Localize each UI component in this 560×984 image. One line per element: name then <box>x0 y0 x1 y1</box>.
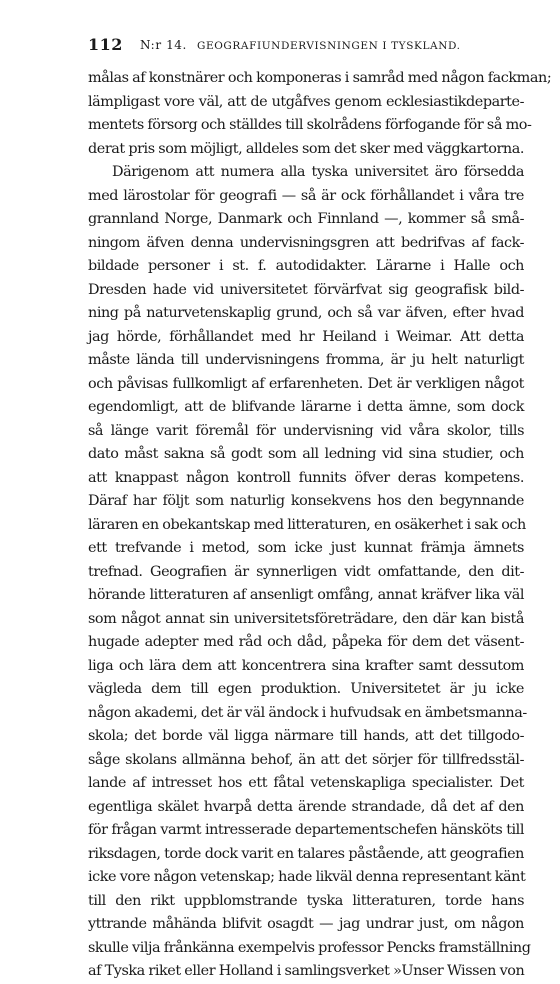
text-line: till den rikt uppblomstrande tyska litteraturen, torde hans <box>88 892 524 909</box>
body-text <box>88 67 552 984</box>
issue-number: N:r 14. <box>140 38 187 52</box>
text-line: och påvisas fullkomligt af erfarenheten. Det är verkligen något <box>88 375 524 392</box>
text-line: af Tyska riket eller Holland i samlingsverket »Unser Wissen von <box>88 963 525 979</box>
text-line: ningom äfven denna undervisningsgren att bedrifvas af fack- <box>88 234 524 251</box>
text-line: icke vore någon vetenskap; hade likväl denna representant känt <box>88 869 526 885</box>
text-line: läraren en obekantskap med litteraturen, en osäkerhet i sak och <box>88 516 526 533</box>
text-line: vägleda dem till egen produktion. Universitetet är ju icke <box>88 681 524 697</box>
text-line: derat pris som möjligt, alldeles som det sker med väggkartorna. <box>88 140 524 157</box>
page-header <box>88 35 524 59</box>
text-line: hugade adepter med råd och dåd, påpeka för dem det väsent- <box>88 634 524 650</box>
text-line: egendomligt, att de blifvande lärarne i detta ämne, som dock <box>88 399 524 415</box>
text-line: såge skolans allmänna behof, än att det sörjer för tillfredsstäl- <box>88 751 524 768</box>
text-line: så länge varit föremål för undervisning vid våra skolor, tills <box>88 422 524 439</box>
text-line: målas af konstnärer och komponeras i samråd med någon fackman; <box>88 70 552 86</box>
text-line: grannland Norge, Danmark och Finnland —, kommer så små- <box>88 211 524 227</box>
text-line: ning på naturvetenskaplig grund, och så var äfven, efter hvad <box>88 305 524 321</box>
text-line: yttrande måhända blifvit osagdt — jag undrar just, om någon <box>88 916 524 932</box>
book-page <box>88 35 552 984</box>
text-line: bildade personer i st. f. autodidakter. Lärarne i Halle och <box>88 258 524 274</box>
text-line: lämpligast vore väl, att de utgåfves genom ecklesiastikdeparte- <box>88 93 524 110</box>
text-line: skulle vilja frånkänna exempelvis professor Pencks framställning <box>88 939 531 956</box>
text-line: måste lända till undervisningens fromma, är ju helt naturligt <box>88 352 524 368</box>
text-line: liga och lära dem att koncentrera sina krafter samt dessutom <box>88 657 524 674</box>
text-line: att knappast någon kontroll funnits öfver deras kompetens. <box>88 469 524 486</box>
paragraph-first-line: Därigenom att numera alla tyska universitet äro försedda <box>112 164 524 180</box>
text-line: som något annat sin universitetsföreträdare, den där kan bistå <box>88 610 524 627</box>
running-title: GEOGRAFIUNDERVISNINGEN I TYSKLAND. <box>196 40 461 52</box>
text-line: mentets försorg och ställdes till skolrådens förfogande för så mo- <box>88 117 532 133</box>
text-line: jag hörde, förhållandet med hr Heiland i Weimar. Att detta <box>88 328 524 345</box>
text-line: hörande litteraturen af ansenligt omfång, annat kräfver lika väl <box>88 587 524 603</box>
text-line: med lärostolar för geografi — så är ock förhållandet i våra tre <box>88 187 524 204</box>
text-line: lande af intresset hos ett fåtal vetenskapliga specialister. Det <box>88 775 524 791</box>
text-line: för frågan varmt intresserade departementschefen hänsköts till <box>88 822 524 838</box>
text-line: skola; det borde väl ligga närmare till hands, att det tillgodo- <box>88 728 524 744</box>
page-number: 112 <box>88 35 123 54</box>
text-line: ett trefvande i metod, som icke just kunnat främja ämnets <box>88 540 524 556</box>
text-line: dato måst sakna så godt som all ledning vid sina studier, och <box>88 446 524 462</box>
text-line: trefnad. Geografien är synnerligen vidt omfattande, den dit- <box>88 563 524 580</box>
text-line: Dresden hade vid universitetet förvärfvat sig geografisk bild- <box>88 281 524 298</box>
running-head <box>140 38 461 52</box>
text-line: egentliga skälet hvarpå detta ärende strandade, då det af den <box>88 798 524 815</box>
text-line: Däraf har följt som naturlig konsekvens hos den begynnande <box>88 493 524 509</box>
text-line: någon akademi, det är väl ändock i hufvudsak en ämbetsmanna- <box>88 704 527 721</box>
text-line: riksdagen, torde dock varit en talares påstående, att geografien <box>88 845 524 862</box>
